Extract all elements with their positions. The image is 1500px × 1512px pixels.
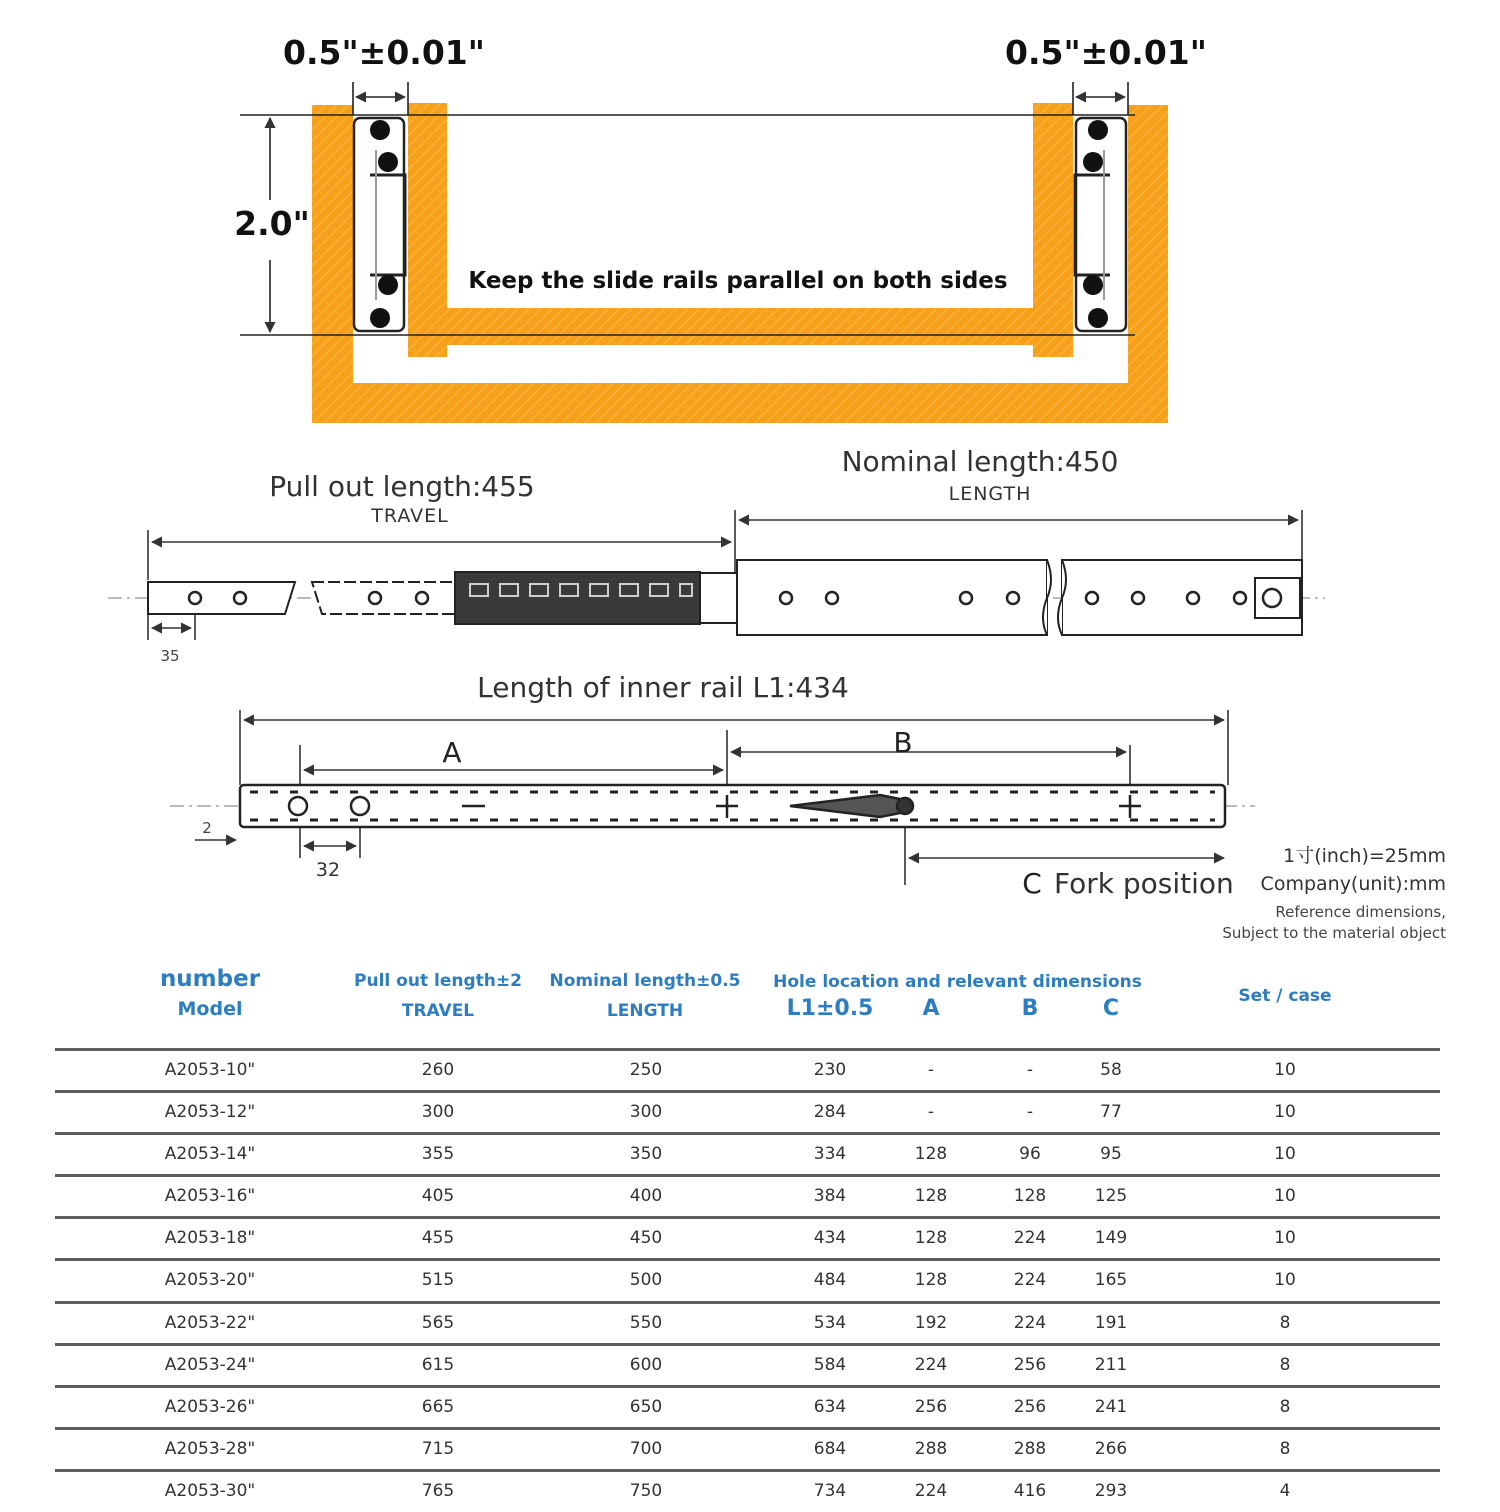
cell-length: 650 (629, 1397, 663, 1417)
cell-l1: 334 (813, 1144, 847, 1164)
cell-a: 288 (914, 1439, 948, 1459)
cell-length: 750 (629, 1481, 663, 1501)
cell-length: 350 (629, 1144, 663, 1164)
cell-model: A2053-10" (164, 1060, 256, 1080)
cell-b: - (1026, 1102, 1034, 1122)
table-row (55, 1258, 1440, 1301)
inner-member-segment (312, 582, 455, 614)
label-b: B (893, 726, 913, 759)
cell-a: 224 (914, 1355, 948, 1375)
cell-c: 149 (1094, 1228, 1128, 1248)
cell-l1: 534 (813, 1313, 847, 1333)
cell-a: 128 (914, 1228, 948, 1248)
cell-l1: 230 (813, 1060, 847, 1080)
table-row (55, 1132, 1440, 1174)
cell-l1: 384 (813, 1186, 847, 1206)
cell-length: 300 (629, 1102, 663, 1122)
cell-length: 250 (629, 1060, 663, 1080)
cell-travel: 615 (421, 1355, 455, 1375)
ball-cage (455, 572, 700, 624)
cell-a: - (927, 1102, 935, 1122)
hole-pitch-label: 32 (315, 859, 341, 881)
cell-model: A2053-18" (164, 1228, 256, 1248)
cell-travel: 515 (421, 1270, 455, 1290)
table-row (55, 1427, 1440, 1469)
cell-c: 125 (1094, 1186, 1128, 1206)
cell-length: 450 (629, 1228, 663, 1248)
table-row (55, 1090, 1440, 1132)
cell-b: 128 (1013, 1186, 1047, 1206)
label-a: A (442, 736, 462, 769)
cell-b: 416 (1013, 1481, 1047, 1501)
cell-travel: 715 (421, 1439, 455, 1459)
cell-b: 224 (1013, 1228, 1047, 1248)
table-body (55, 1048, 1440, 1512)
cell-b: 224 (1013, 1270, 1047, 1290)
header-hole-dimensions: Hole location and relevant dimensions (773, 972, 1142, 992)
cell-set: 8 (1279, 1313, 1291, 1333)
cell-b: 224 (1013, 1313, 1047, 1333)
cell-model: A2053-24" (164, 1355, 256, 1375)
cell-travel: 665 (421, 1397, 455, 1417)
header-length: Nominal length±0.5 LENGTH (549, 971, 741, 1021)
cell-model: A2053-28" (164, 1439, 256, 1459)
right-width-label: 0.5"±0.01" (1005, 33, 1207, 72)
cell-length: 400 (629, 1186, 663, 1206)
cell-set: 8 (1279, 1439, 1291, 1459)
nominal-title: Nominal length:450 (841, 445, 1119, 478)
reference-note-line1: Reference dimensions, (1275, 903, 1446, 921)
pull-out-title: Pull out length:455 (269, 470, 535, 503)
cell-a: 128 (914, 1186, 948, 1206)
cell-set: 8 (1279, 1355, 1291, 1375)
cell-l1: 584 (813, 1355, 847, 1375)
table-row (55, 1048, 1440, 1090)
cell-b: 288 (1013, 1439, 1047, 1459)
inner-rail-title: Length of inner rail L1:434 (477, 671, 849, 704)
cell-l1: 684 (813, 1439, 847, 1459)
unit-note: Company(unit):mm (1260, 873, 1446, 895)
inner-rail-offset-label: 2 (202, 819, 212, 837)
cell-travel: 455 (421, 1228, 455, 1248)
cell-c: 293 (1094, 1481, 1128, 1501)
table-row (55, 1174, 1440, 1216)
cell-set: 10 (1274, 1270, 1296, 1290)
cell-c: 95 (1100, 1144, 1122, 1164)
cell-a: 192 (914, 1313, 948, 1333)
cell-model: A2053-26" (164, 1397, 256, 1417)
header-l1: L1±0.5 (786, 996, 874, 1021)
slide-offset-label: 35 (160, 647, 180, 665)
cell-set: 10 (1274, 1060, 1296, 1080)
cell-set: 10 (1274, 1144, 1296, 1164)
header-travel: Pull out length±2 TRAVEL (354, 971, 522, 1021)
inch-note: 1寸(inch)=25mm (1283, 845, 1446, 867)
cell-set: 10 (1274, 1186, 1296, 1206)
cell-l1: 634 (813, 1397, 847, 1417)
cell-travel: 300 (421, 1102, 455, 1122)
cell-travel: 260 (421, 1060, 455, 1080)
cell-length: 550 (629, 1313, 663, 1333)
cell-c: 58 (1100, 1060, 1122, 1080)
cell-b: 96 (1019, 1144, 1041, 1164)
cell-a: 224 (914, 1481, 948, 1501)
cell-c: 191 (1094, 1313, 1128, 1333)
cell-c: 165 (1094, 1270, 1128, 1290)
table-row (55, 1301, 1440, 1343)
header-c: C (1102, 996, 1120, 1021)
table-row (55, 1343, 1440, 1385)
inner-rail (240, 785, 1225, 827)
cell-length: 700 (629, 1439, 663, 1459)
reference-note-line2: Subject to the material object (1222, 924, 1446, 942)
header-set-per-case: Set / case (1238, 986, 1332, 1006)
height-label: 2.0" (234, 204, 310, 243)
cell-a: 128 (914, 1270, 948, 1290)
label-c: C (1022, 867, 1042, 900)
cell-set: 4 (1279, 1481, 1291, 1501)
table-row (55, 1216, 1440, 1258)
cell-model: A2053-14" (164, 1144, 256, 1164)
cell-l1: 434 (813, 1228, 847, 1248)
left-width-label: 0.5"±0.01" (283, 33, 485, 72)
drawer-body (408, 103, 1073, 357)
cell-l1: 734 (813, 1481, 847, 1501)
cell-a: - (927, 1060, 935, 1080)
cell-set: 8 (1279, 1397, 1291, 1417)
cell-a: 128 (914, 1144, 948, 1164)
cell-travel: 565 (421, 1313, 455, 1333)
header-b: B (1021, 996, 1039, 1021)
cell-c: 241 (1094, 1397, 1128, 1417)
cell-set: 10 (1274, 1228, 1296, 1248)
cell-b: 256 (1013, 1397, 1047, 1417)
cell-c: 266 (1094, 1439, 1128, 1459)
cell-model: A2053-12" (164, 1102, 256, 1122)
cell-model: A2053-22" (164, 1313, 256, 1333)
table-row (55, 1385, 1440, 1427)
slide-assembly (148, 560, 1302, 635)
pull-out-sub: TRAVEL (371, 505, 449, 527)
table-row (55, 1469, 1440, 1512)
inner-member (148, 582, 295, 614)
cell-model: A2053-30" (164, 1481, 256, 1501)
cell-length: 600 (629, 1355, 663, 1375)
cell-travel: 355 (421, 1144, 455, 1164)
nominal-sub: LENGTH (948, 483, 1032, 505)
cabinet-cross-section (312, 103, 1168, 423)
cell-b: 256 (1013, 1355, 1047, 1375)
header-a: A (922, 996, 940, 1021)
cell-c: 211 (1094, 1355, 1128, 1375)
parallel-caption: Keep the slide rails parallel on both sides (468, 268, 1008, 294)
cell-model: A2053-20" (164, 1270, 256, 1290)
cell-l1: 484 (813, 1270, 847, 1290)
cell-travel: 405 (421, 1186, 455, 1206)
cell-c: 77 (1100, 1102, 1122, 1122)
cell-a: 256 (914, 1397, 948, 1417)
cell-model: A2053-16" (164, 1186, 256, 1206)
cell-l1: 284 (813, 1102, 847, 1122)
cell-travel: 765 (421, 1481, 455, 1501)
cell-length: 500 (629, 1270, 663, 1290)
fork-position-label: Fork position (1054, 867, 1234, 900)
header-model: number Model (159, 966, 261, 1020)
cell-b: - (1026, 1060, 1034, 1080)
cell-set: 10 (1274, 1102, 1296, 1122)
